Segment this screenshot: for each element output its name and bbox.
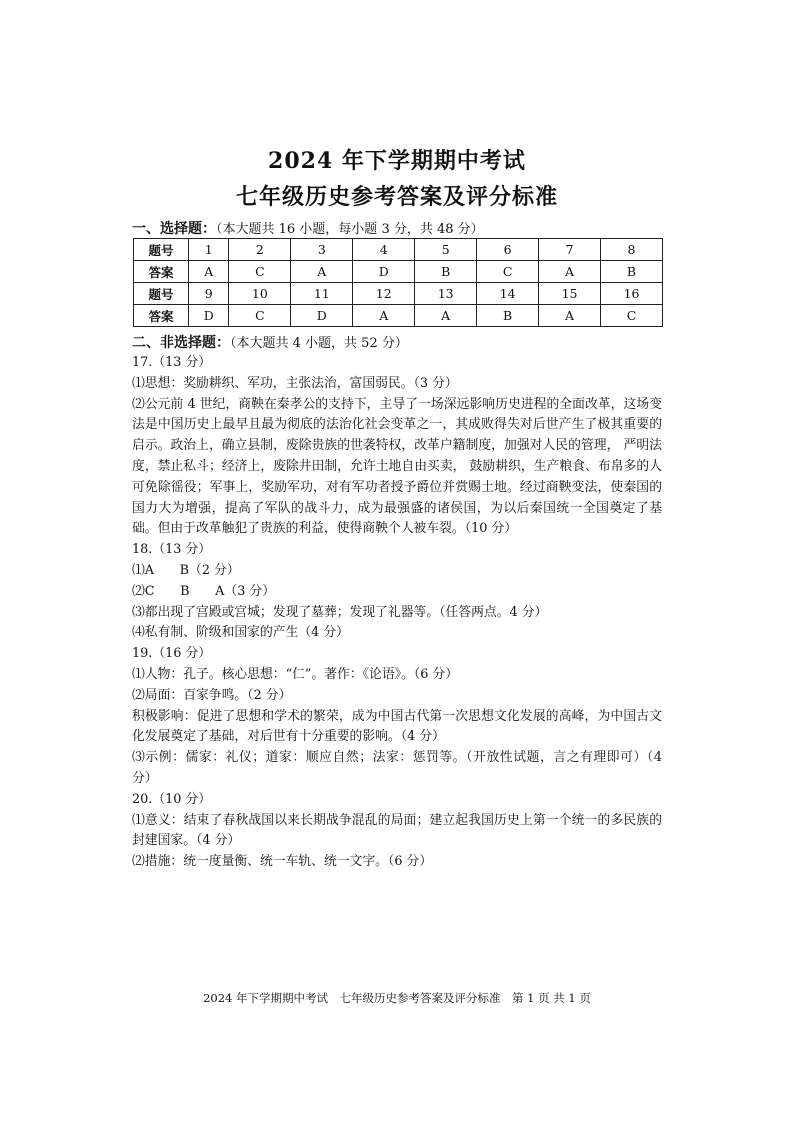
answer-body [132, 353, 662, 873]
table-cell: 11 [291, 283, 353, 305]
table-row [134, 283, 663, 305]
table-cell: 8 [601, 239, 663, 261]
answer-table [133, 238, 663, 327]
table-cell: 1 [189, 239, 229, 261]
table-cell: 13 [415, 283, 477, 305]
answer-line: ⑷私有制、阶级和国家的产生（4 分） [132, 625, 349, 641]
table-cell: D [189, 305, 229, 327]
table-cell: A [539, 261, 601, 283]
document-title: 七年级历史参考答案及评分标准 [235, 184, 558, 210]
table-row [134, 239, 663, 261]
table-cell: 3 [291, 239, 353, 261]
answer-line: 17.（13 分） [132, 355, 212, 370]
section-1-heading: 一、选择题： [132, 221, 216, 237]
table-row [134, 261, 663, 283]
table-cell: 7 [539, 239, 601, 261]
table-cell: 6 [477, 239, 539, 261]
section-2-heading: 二、非选择题： [132, 335, 230, 351]
table-cell: 10 [229, 283, 291, 305]
table-cell: 15 [539, 283, 601, 305]
answer-line: 积极影响：促进了思想和学术的繁荣，成为中国古代第一次思想文化发展的高峰，为中国古文化发展奠定了基础，对后世有十分重要的影响。（4 分） [132, 708, 662, 745]
section-2-note: （本大题共 4 小题，共 52 分） [230, 336, 408, 351]
answer-line: ⑴人物：孔子。核心思想：“仁”。著作：《论语》。（6 分） [132, 666, 459, 682]
table-cell: A [291, 261, 353, 283]
answer-line: ⑵C B A（3 分） [132, 583, 276, 599]
row-label: 答案 [134, 305, 189, 327]
table-cell: 4 [353, 239, 415, 261]
table-cell: B [601, 261, 663, 283]
table-cell: A [353, 305, 415, 327]
row-label: 题号 [134, 283, 189, 305]
table-cell: A [189, 261, 229, 283]
answer-line: ⑴意义：结束了春秋战国以来长期战争混乱的局面；建立起我国历史上第一个统一的多民族的封建国家。（4 分） [132, 812, 662, 849]
table-cell: D [353, 261, 415, 283]
section-2-header [132, 332, 408, 352]
answer-line: ⑵局面：百家争鸣。（2 分） [132, 687, 292, 703]
table-cell: C [229, 261, 291, 283]
table-cell: C [477, 261, 539, 283]
table-cell: 14 [477, 283, 539, 305]
exam-title: 2024 年下学期期中考试 [268, 148, 526, 174]
section-1-header [132, 218, 484, 238]
row-label: 题号 [134, 239, 189, 261]
answer-line: 20.（10 分） [132, 791, 212, 807]
section-1-note: （本大题共 16 小题，每小题 3 分，共 48 分） [216, 222, 484, 237]
table-cell: B [415, 261, 477, 283]
answer-line: 19.（16 分） [132, 646, 212, 662]
table-cell: 5 [415, 239, 477, 261]
table-cell: B [477, 305, 539, 327]
table-cell: C [601, 305, 663, 327]
table-cell: 12 [353, 283, 415, 305]
table-cell: 9 [189, 283, 229, 305]
table-cell: 2 [229, 239, 291, 261]
page-footer: 2024 年下学期期中考试 七年级历史参考答案及评分标准 第 1 页 共 1 页 [203, 991, 591, 1005]
table-cell: 16 [601, 283, 663, 305]
table-cell: D [291, 305, 353, 327]
answer-line: ⑵公元前 4 世纪，商鞅在秦孝公的支持下，主导了一场深远影响历史进程的全面改革，这场变法是中国历史上最早且最为彻底的法治化社会变革之一，其成败得失对后世产生了极其重要的启示。政治上，确立县制，废除贵族的世袭特权，改革户籍制度，加强对人民的管理， 严明法度，禁止私斗；经济上，废除井田制，允许土地自由买卖， 鼓励耕织，生产粮食、布帛多的人可免除徭役；军事上，奖励军功，对有军功者授予爵位并赏赐土地。经过商鞅变法，使秦国的国力大为增强，提高了军队的战斗力，成为最强盛的诸侯国，为以后秦国统一全国奠定了基础。但由于改革触犯了贵族的利益，使得商鞅个人被车裂。（10 分） [132, 396, 662, 537]
answer-line: ⑶都出现了宫殿或宫城；发现了墓葬；发现了礼器等。（任答两点。4 分） [132, 604, 548, 620]
answer-line: ⑴A B（2 分） [132, 562, 240, 578]
answer-line: ⑵措施：统一度量衡、统一车轨、统一文字。（6 分） [132, 854, 433, 870]
row-label: 答案 [134, 261, 189, 283]
answer-line: 18.（13 分） [132, 542, 212, 558]
table-cell: C [229, 305, 291, 327]
answer-line: ⑶示例：儒家：礼仪；道家：顺应自然；法家：惩罚等。（开放性试题，言之有理即可）（4 分） [132, 750, 662, 786]
table-row [134, 305, 663, 327]
answer-line: ⑴思想：奖励耕织、军功，主张法治，富国弱民。（3 分） [132, 375, 458, 391]
table-cell: A [539, 305, 601, 327]
table-cell: A [415, 305, 477, 327]
